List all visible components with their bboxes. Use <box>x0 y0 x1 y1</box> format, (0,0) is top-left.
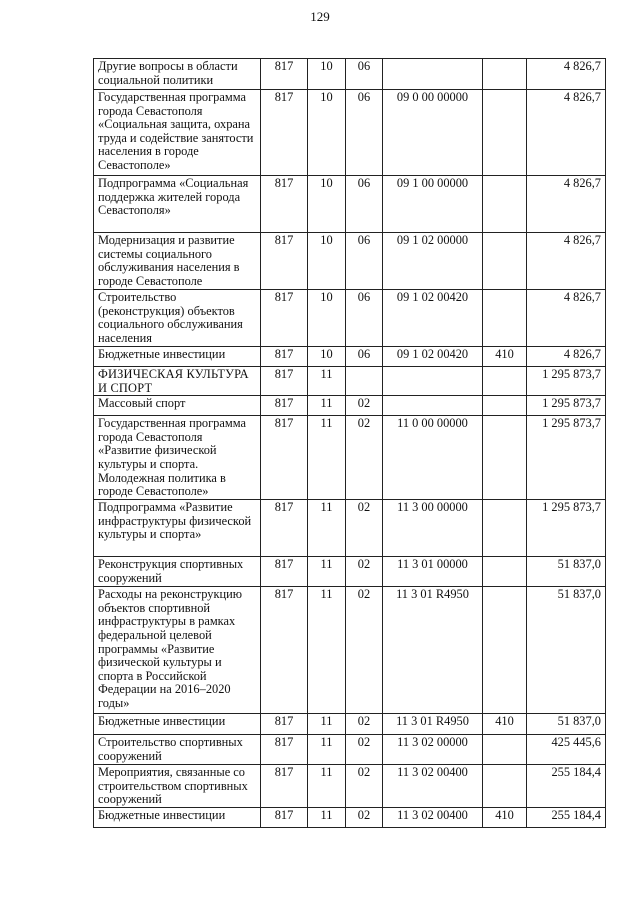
section-code-cell: 11 <box>308 557 346 587</box>
amount-cell: 255 184,4 <box>527 765 606 808</box>
amount-cell: 1 295 873,7 <box>527 396 606 416</box>
expense-type-cell <box>483 290 527 347</box>
section-code-cell: 10 <box>308 90 346 176</box>
subsection-code-cell: 06 <box>346 233 383 290</box>
expense-type-cell <box>483 557 527 587</box>
target-article-cell: 11 3 02 00400 <box>383 765 483 808</box>
expense-name-cell: Строительство (реконструкция) объектов социального обслуживания населения <box>94 290 261 347</box>
expense-name-cell: ФИЗИЧЕСКАЯ КУЛЬТУРА И СПОРТ <box>94 367 261 396</box>
section-code-cell: 11 <box>308 587 346 714</box>
subsection-code-cell: 06 <box>346 347 383 367</box>
table-row <box>94 367 606 396</box>
department-code-cell: 817 <box>261 765 308 808</box>
page-number: 129 <box>310 9 330 24</box>
expense-type-cell <box>483 233 527 290</box>
subsection-code-cell: 02 <box>346 808 383 828</box>
section-code-cell: 11 <box>308 416 346 500</box>
subsection-code-cell: 02 <box>346 714 383 735</box>
expense-type-cell <box>483 59 527 90</box>
subsection-code-cell: 02 <box>346 396 383 416</box>
section-code-cell: 11 <box>308 735 346 765</box>
budget-table <box>93 58 606 828</box>
section-code-cell: 11 <box>308 765 346 808</box>
expense-type-cell <box>483 396 527 416</box>
table-row <box>94 396 606 416</box>
table-row <box>94 735 606 765</box>
department-code-cell: 817 <box>261 176 308 233</box>
section-code-cell: 11 <box>308 367 346 396</box>
table-row <box>94 714 606 735</box>
expense-name-cell: Бюджетные инвестиции <box>94 808 261 828</box>
section-code-cell: 11 <box>308 500 346 557</box>
expense-type-cell <box>483 90 527 176</box>
table-row <box>94 59 606 90</box>
section-code-cell: 10 <box>308 59 346 90</box>
amount-cell: 4 826,7 <box>527 347 606 367</box>
target-article-cell: 11 3 01 R4950 <box>383 587 483 714</box>
table-row <box>94 808 606 828</box>
section-code-cell: 11 <box>308 714 346 735</box>
subsection-code-cell: 06 <box>346 290 383 347</box>
section-code-cell: 10 <box>308 290 346 347</box>
target-article-cell: 11 3 02 00000 <box>383 735 483 765</box>
subsection-code-cell: 02 <box>346 765 383 808</box>
subsection-code-cell: 06 <box>346 59 383 90</box>
table-row <box>94 416 606 500</box>
expense-name-cell: Мероприятия, связанные со строительством спортивных сооружений <box>94 765 261 808</box>
section-code-cell: 11 <box>308 396 346 416</box>
section-code-cell: 10 <box>308 176 346 233</box>
target-article-cell: 11 3 01 R4950 <box>383 714 483 735</box>
amount-cell: 51 837,0 <box>527 587 606 714</box>
expense-type-cell <box>483 587 527 714</box>
table-body <box>94 59 606 828</box>
subsection-code-cell: 06 <box>346 90 383 176</box>
amount-cell: 1 295 873,7 <box>527 500 606 557</box>
expense-type-cell <box>483 735 527 765</box>
expense-type-cell <box>483 176 527 233</box>
section-code-cell: 10 <box>308 347 346 367</box>
table-row <box>94 90 606 176</box>
table-row <box>94 500 606 557</box>
amount-cell: 51 837,0 <box>527 714 606 735</box>
amount-cell: 4 826,7 <box>527 233 606 290</box>
department-code-cell: 817 <box>261 367 308 396</box>
target-article-cell: 09 1 02 00000 <box>383 233 483 290</box>
expense-name-cell: Массовый спорт <box>94 396 261 416</box>
department-code-cell: 817 <box>261 557 308 587</box>
department-code-cell: 817 <box>261 347 308 367</box>
target-article-cell: 09 1 00 00000 <box>383 176 483 233</box>
expense-type-cell <box>483 416 527 500</box>
expense-name-cell: Государственная программа города Севастополя «Социальная защита, охрана труда и содействие занятости населения в городе Севастополе» <box>94 90 261 176</box>
department-code-cell: 817 <box>261 290 308 347</box>
expense-name-cell: Реконструкция спортивных сооружений <box>94 557 261 587</box>
expense-type-cell <box>483 765 527 808</box>
department-code-cell: 817 <box>261 587 308 714</box>
expense-type-cell <box>483 367 527 396</box>
department-code-cell: 817 <box>261 808 308 828</box>
amount-cell: 255 184,4 <box>527 808 606 828</box>
amount-cell: 4 826,7 <box>527 176 606 233</box>
target-article-cell: 11 3 01 00000 <box>383 557 483 587</box>
department-code-cell: 817 <box>261 735 308 765</box>
subsection-code-cell: 02 <box>346 416 383 500</box>
expense-name-cell: Расходы на реконструкцию объектов спортивной инфраструктуры в рамках федеральной целевой программы «Развитие физической культуры и спорта в Российской Федерации на 2016–2020 годы» <box>94 587 261 714</box>
section-code-cell: 11 <box>308 808 346 828</box>
expense-name-cell: Бюджетные инвестиции <box>94 714 261 735</box>
subsection-code-cell: 02 <box>346 735 383 765</box>
expense-name-cell: Строительство спортивных сооружений <box>94 735 261 765</box>
section-code-cell: 10 <box>308 233 346 290</box>
target-article-cell <box>383 59 483 90</box>
expense-name-cell: Другие вопросы в области социальной политики <box>94 59 261 90</box>
department-code-cell: 817 <box>261 416 308 500</box>
target-article-cell: 09 0 00 00000 <box>383 90 483 176</box>
expense-type-cell: 410 <box>483 347 527 367</box>
target-article-cell: 09 1 02 00420 <box>383 290 483 347</box>
target-article-cell: 11 3 02 00400 <box>383 808 483 828</box>
amount-cell: 425 445,6 <box>527 735 606 765</box>
subsection-code-cell: 02 <box>346 557 383 587</box>
amount-cell: 4 826,7 <box>527 90 606 176</box>
target-article-cell: 11 0 00 00000 <box>383 416 483 500</box>
target-article-cell <box>383 396 483 416</box>
department-code-cell: 817 <box>261 59 308 90</box>
amount-cell: 4 826,7 <box>527 59 606 90</box>
expense-name-cell: Государственная программа города Севастополя «Развитие физической культуры и спорта. Молодежная политика в городе Севастополе» <box>94 416 261 500</box>
table-row <box>94 347 606 367</box>
amount-cell: 1 295 873,7 <box>527 416 606 500</box>
subsection-code-cell: 02 <box>346 500 383 557</box>
subsection-code-cell <box>346 367 383 396</box>
subsection-code-cell: 02 <box>346 587 383 714</box>
expense-name-cell: Подпрограмма «Социальная поддержка жителей города Севастополя» <box>94 176 261 233</box>
table-row <box>94 587 606 714</box>
table-row <box>94 176 606 233</box>
expense-type-cell: 410 <box>483 714 527 735</box>
expense-type-cell <box>483 500 527 557</box>
subsection-code-cell: 06 <box>346 176 383 233</box>
expense-name-cell: Модернизация и развитие системы социального обслуживания населения в городе Севастополе <box>94 233 261 290</box>
department-code-cell: 817 <box>261 90 308 176</box>
amount-cell: 1 295 873,7 <box>527 367 606 396</box>
department-code-cell: 817 <box>261 714 308 735</box>
table-row <box>94 557 606 587</box>
table-row <box>94 233 606 290</box>
department-code-cell: 817 <box>261 500 308 557</box>
expense-name-cell: Бюджетные инвестиции <box>94 347 261 367</box>
amount-cell: 4 826,7 <box>527 290 606 347</box>
table-row <box>94 290 606 347</box>
table-row <box>94 765 606 808</box>
expense-type-cell: 410 <box>483 808 527 828</box>
target-article-cell: 09 1 02 00420 <box>383 347 483 367</box>
department-code-cell: 817 <box>261 233 308 290</box>
department-code-cell: 817 <box>261 396 308 416</box>
expense-name-cell: Подпрограмма «Развитие инфраструктуры физической культуры и спорта» <box>94 500 261 557</box>
target-article-cell: 11 3 00 00000 <box>383 500 483 557</box>
target-article-cell <box>383 367 483 396</box>
amount-cell: 51 837,0 <box>527 557 606 587</box>
